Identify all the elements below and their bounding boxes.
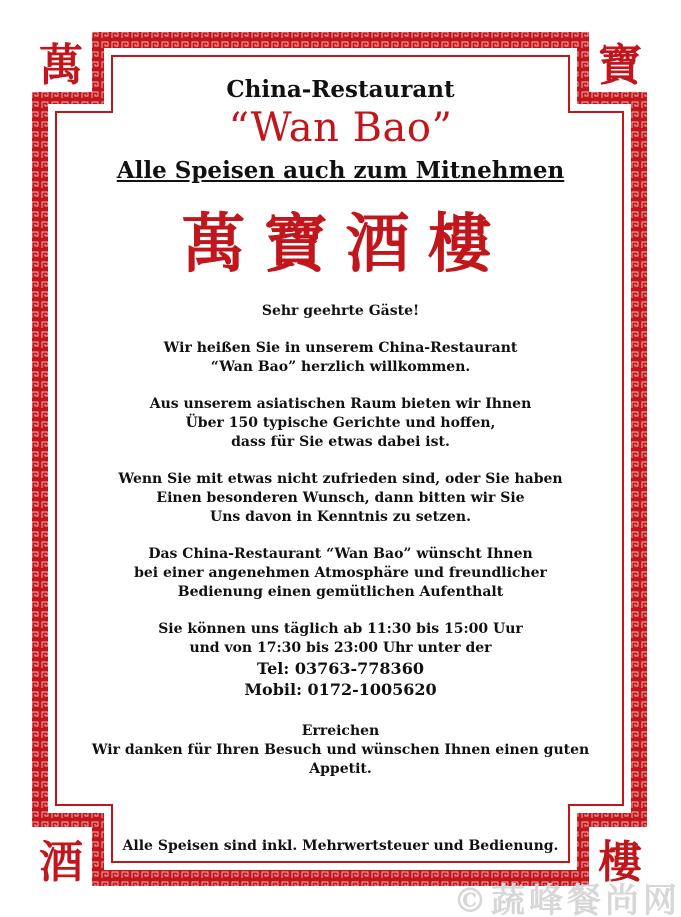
chinese-name: 萬寶酒樓: [181, 207, 510, 282]
footer-note: Alle Speisen sind inkl. Mehrwertsteuer und Bedienung.: [122, 838, 559, 854]
corner-char-wan: 萬: [30, 30, 92, 92]
menu-intro: [70, 72, 611, 779]
reach-label: Erreichen: [301, 723, 380, 740]
mobile-number: Mobil: 0172-1005620: [244, 680, 437, 700]
corner-char-jiu: 酒: [30, 827, 92, 889]
feedback-paragraph: Wenn Sie mit etwas nicht zufrieden sind, oder Sie haben Einen besonderen Wunsch, dann bitten wir Sie Uns davon in Kenntnis zu setzen.: [118, 471, 563, 526]
corner-char-bao: 寶: [589, 30, 651, 92]
thanks-line: Wir danken für Ihren Besuch und wünschen Ihnen einen guten Appetit.: [91, 742, 590, 778]
wishes-paragraph: Das China-Restaurant “Wan Bao” wünscht Ihnen bei einer angenehmen Atmosphäre und freundlicher Bedienung einen gemütlichen Aufenthalt: [134, 546, 547, 601]
welcome-paragraph: Wir heißen Sie in unserem China-Restaurant “Wan Bao” herzlich willkommen.: [163, 340, 518, 376]
restaurant-name: “Wan Bao”: [228, 105, 453, 151]
offer-paragraph: Aus unserem asiatischen Raum bieten wir Ihnen Über 150 typische Gerichte und hoffen, dass für Sie etwas dabei ist.: [149, 396, 532, 451]
opening-hours: Sie können uns täglich ab 11:30 bis 15:00 Uur und von 17:30 bis 23:00 Uhr unter der: [158, 621, 523, 657]
corner-char-lou: 樓: [589, 827, 651, 889]
greeting: Sehr geehrte Gäste!: [261, 303, 420, 320]
phone-number: Tel: 03763-778360: [257, 659, 424, 679]
watermark: ©蔬峰餐尚网: [453, 880, 681, 917]
restaurant-type: China-Restaurant: [226, 76, 455, 103]
takeaway-note: Alle Speisen auch zum Mitnehmen: [116, 157, 565, 184]
